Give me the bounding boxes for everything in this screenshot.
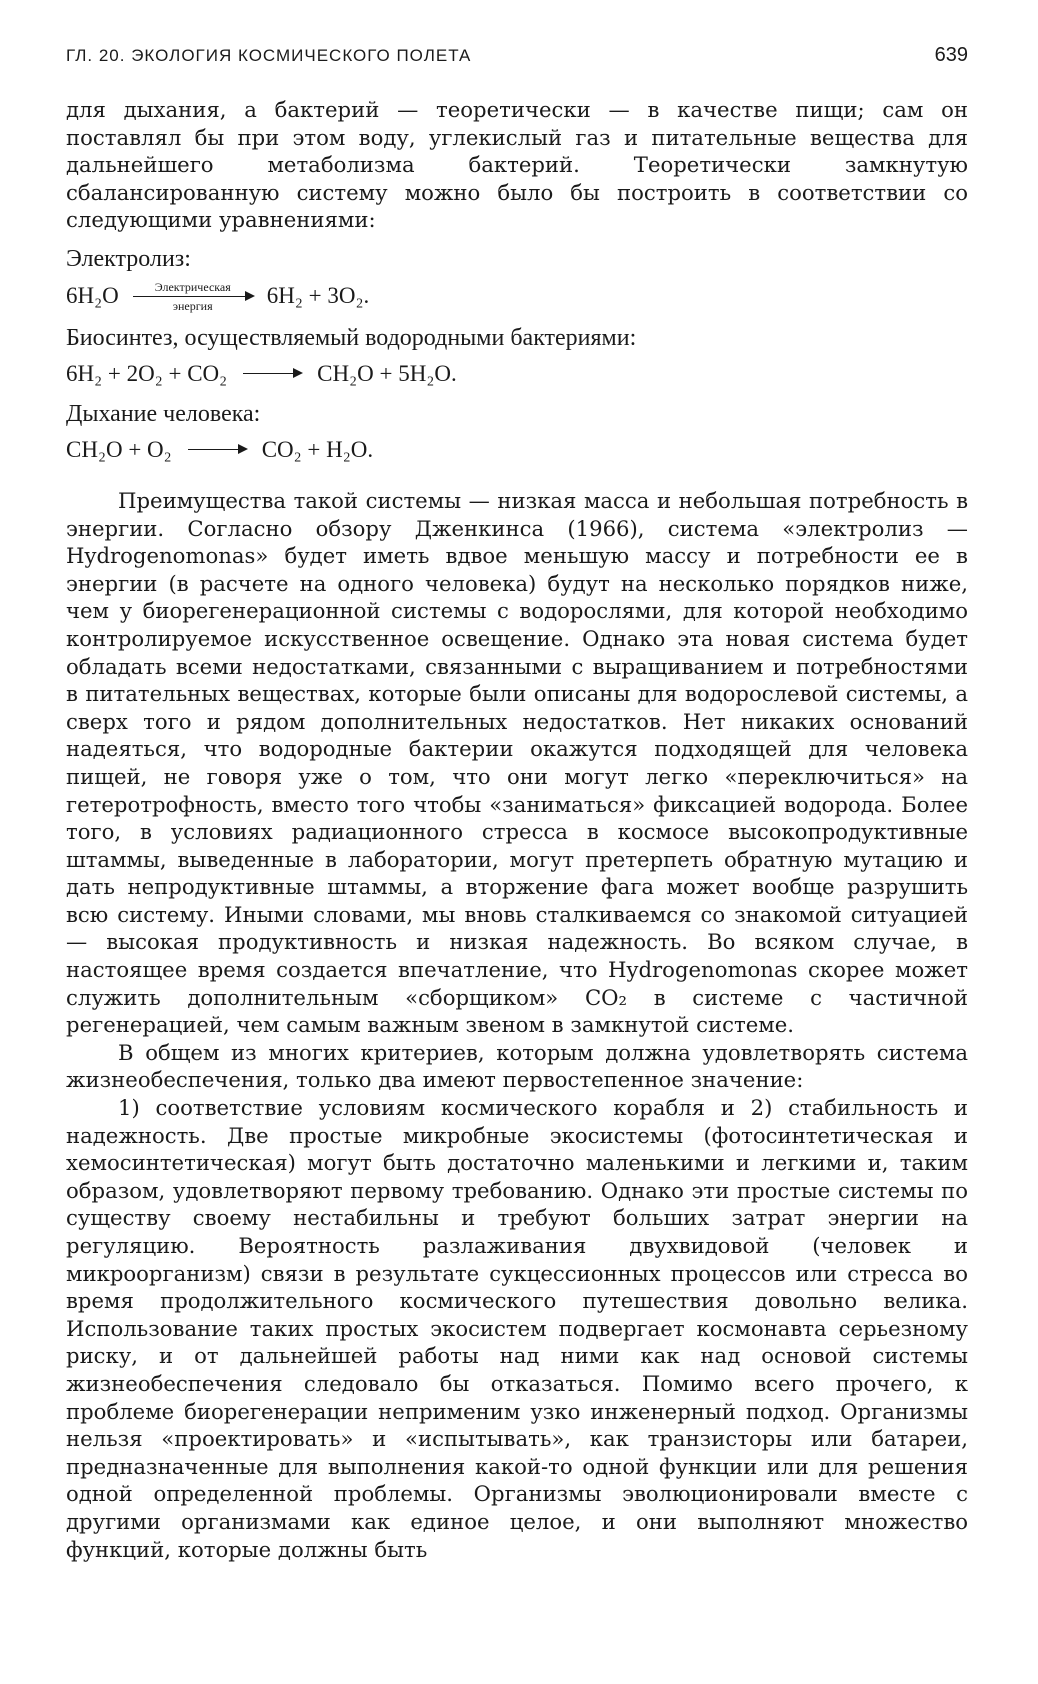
electrolysis-products: 6H₂ + 3O₂. xyxy=(266,283,370,309)
paragraph-requirements: 1) соответствие условиям космического корабля и 2) стабильность и надежность. Две простые микробные экосистемы (фотосинтетическая и хемосинтетическая) могут быть достаточно маленькими и легкими и, таким образом, удовлетворяют первому требованию. Однако эти простые системы по существу своему нестабильны и требуют больших затрат энергии на регуляцию. Вероятность разлаживания двухвидовой (человек и микроорганизм) связи в результате сукцессионных процессов или стресса во время продолжительного космического путешествия довольно велика. Использование таких простых экосистем подвергает космонавта серьезному риску, и от дальнейшей работы над ними как над основой системы жизнеобеспечения следовало бы отказаться. Помимо всего прочего, к проблеме биорегенерации неприменим узко инженерный подход. Организмы нельзя «проектировать» и «испытывать», как транзисторы или батареи, предназначенные для выполнения какой-то одной функции или для решения одной определенной проблемы. Организмы эволюционировали вместе с другими организмами как единое целое, и они выполняют множество функций, которые должны быть xyxy=(66,1095,968,1562)
running-header xyxy=(66,44,968,96)
page-number: 639 xyxy=(934,44,968,66)
reaction-arrow-icon xyxy=(188,449,246,450)
intro-paragraph: для дыхания, а бактерий — теоретически — в качестве пищи; сам он поставлял бы при этом воду, углекислый газ и питательные вещества для дальнейшего метаболизма бактерий. Теоретически замкнутую сбалансированную систему можно было бы построить в соответствии со следующими уравнениями: xyxy=(66,97,968,233)
electrolysis-equation xyxy=(66,280,968,313)
biosynthesis-reactants: 6H₂ + 2O₂ + CO₂ xyxy=(66,360,228,386)
paragraph-advantages: Преимущества такой системы — низкая масса и небольшая потребность в энергии. Согласно обзору Дженкинса (1966), система «электролиз — Hydrogenomonas» будет иметь вдвое меньшую массу и потребности ее в энергии (в расчете на одного человека) будут на несколько порядков ниже, чем у биорегенерационной системы с водорослями, для которой необходимо контролируемое искусственное освещение. Однако эта новая система будет обладать всеми недостатками, связанными с выращиванием и потребностями в питательных веществах, которые были описаны для водорослевой системы, а сверх того и рядом дополнительных недостатков. Нет никаких оснований надеяться, что водородные бактерии окажутся подходящей для человека пищей, не говоря уже о том, что они могут легко «переключиться» на гетеротрофность, вместо того чтобы «заниматься» фиксацией водорода. Более того, в условиях радиационного стресса в космосе высокопродуктивные штаммы, выведенные в лаборатории, могут претерпеть обратную мутацию и дать непродуктивные штаммы, а вторжение фага может вообще разрушить всю систему. Иными словами, мы вновь сталкиваемся со знакомой ситуацией — высокая продуктивность и низкая надежность. Во всяком случае, в настоящее время создается впечатление, что Hydrogenomonas скорее может служить дополнительным «сборщиком» CO₂ в системе с частичной регенерацией, чем самым важным звеном в замкнутой системе. xyxy=(66,487,968,1038)
biosynthesis-products: CH₂O + 5H₂O. xyxy=(317,360,457,386)
reaction-arrow-icon xyxy=(243,373,301,374)
reaction-arrow-icon xyxy=(133,296,253,297)
electrolysis-reactants: 6H₂O xyxy=(66,283,119,309)
biosynthesis-label: Биосинтез, осуществляемый водородными бактериями: xyxy=(66,324,637,351)
arrow-condition-bottom: энергия xyxy=(172,298,213,313)
paragraph-criteria: В общем из многих критериев, которым должна удовлетворять система жизнеобеспечения, только два имеют первостепенное значение: xyxy=(66,1039,968,1093)
electrolysis-arrow xyxy=(133,280,253,313)
respiration-equation xyxy=(66,435,968,465)
arrow-condition-top: Электрическая xyxy=(154,279,231,294)
chapter-title: ГЛ. 20. ЭКОЛОГИЯ КОСМИЧЕСКОГО ПОЛЕТА xyxy=(66,46,472,65)
electrolysis-label: Электролиз: xyxy=(66,245,191,272)
respiration-products: CO₂ + H₂O. xyxy=(261,436,374,462)
respiration-reactants: CH₂O + O₂ xyxy=(66,436,172,462)
biosynthesis-equation xyxy=(66,359,968,389)
respiration-label: Дыхание человека: xyxy=(66,400,261,427)
